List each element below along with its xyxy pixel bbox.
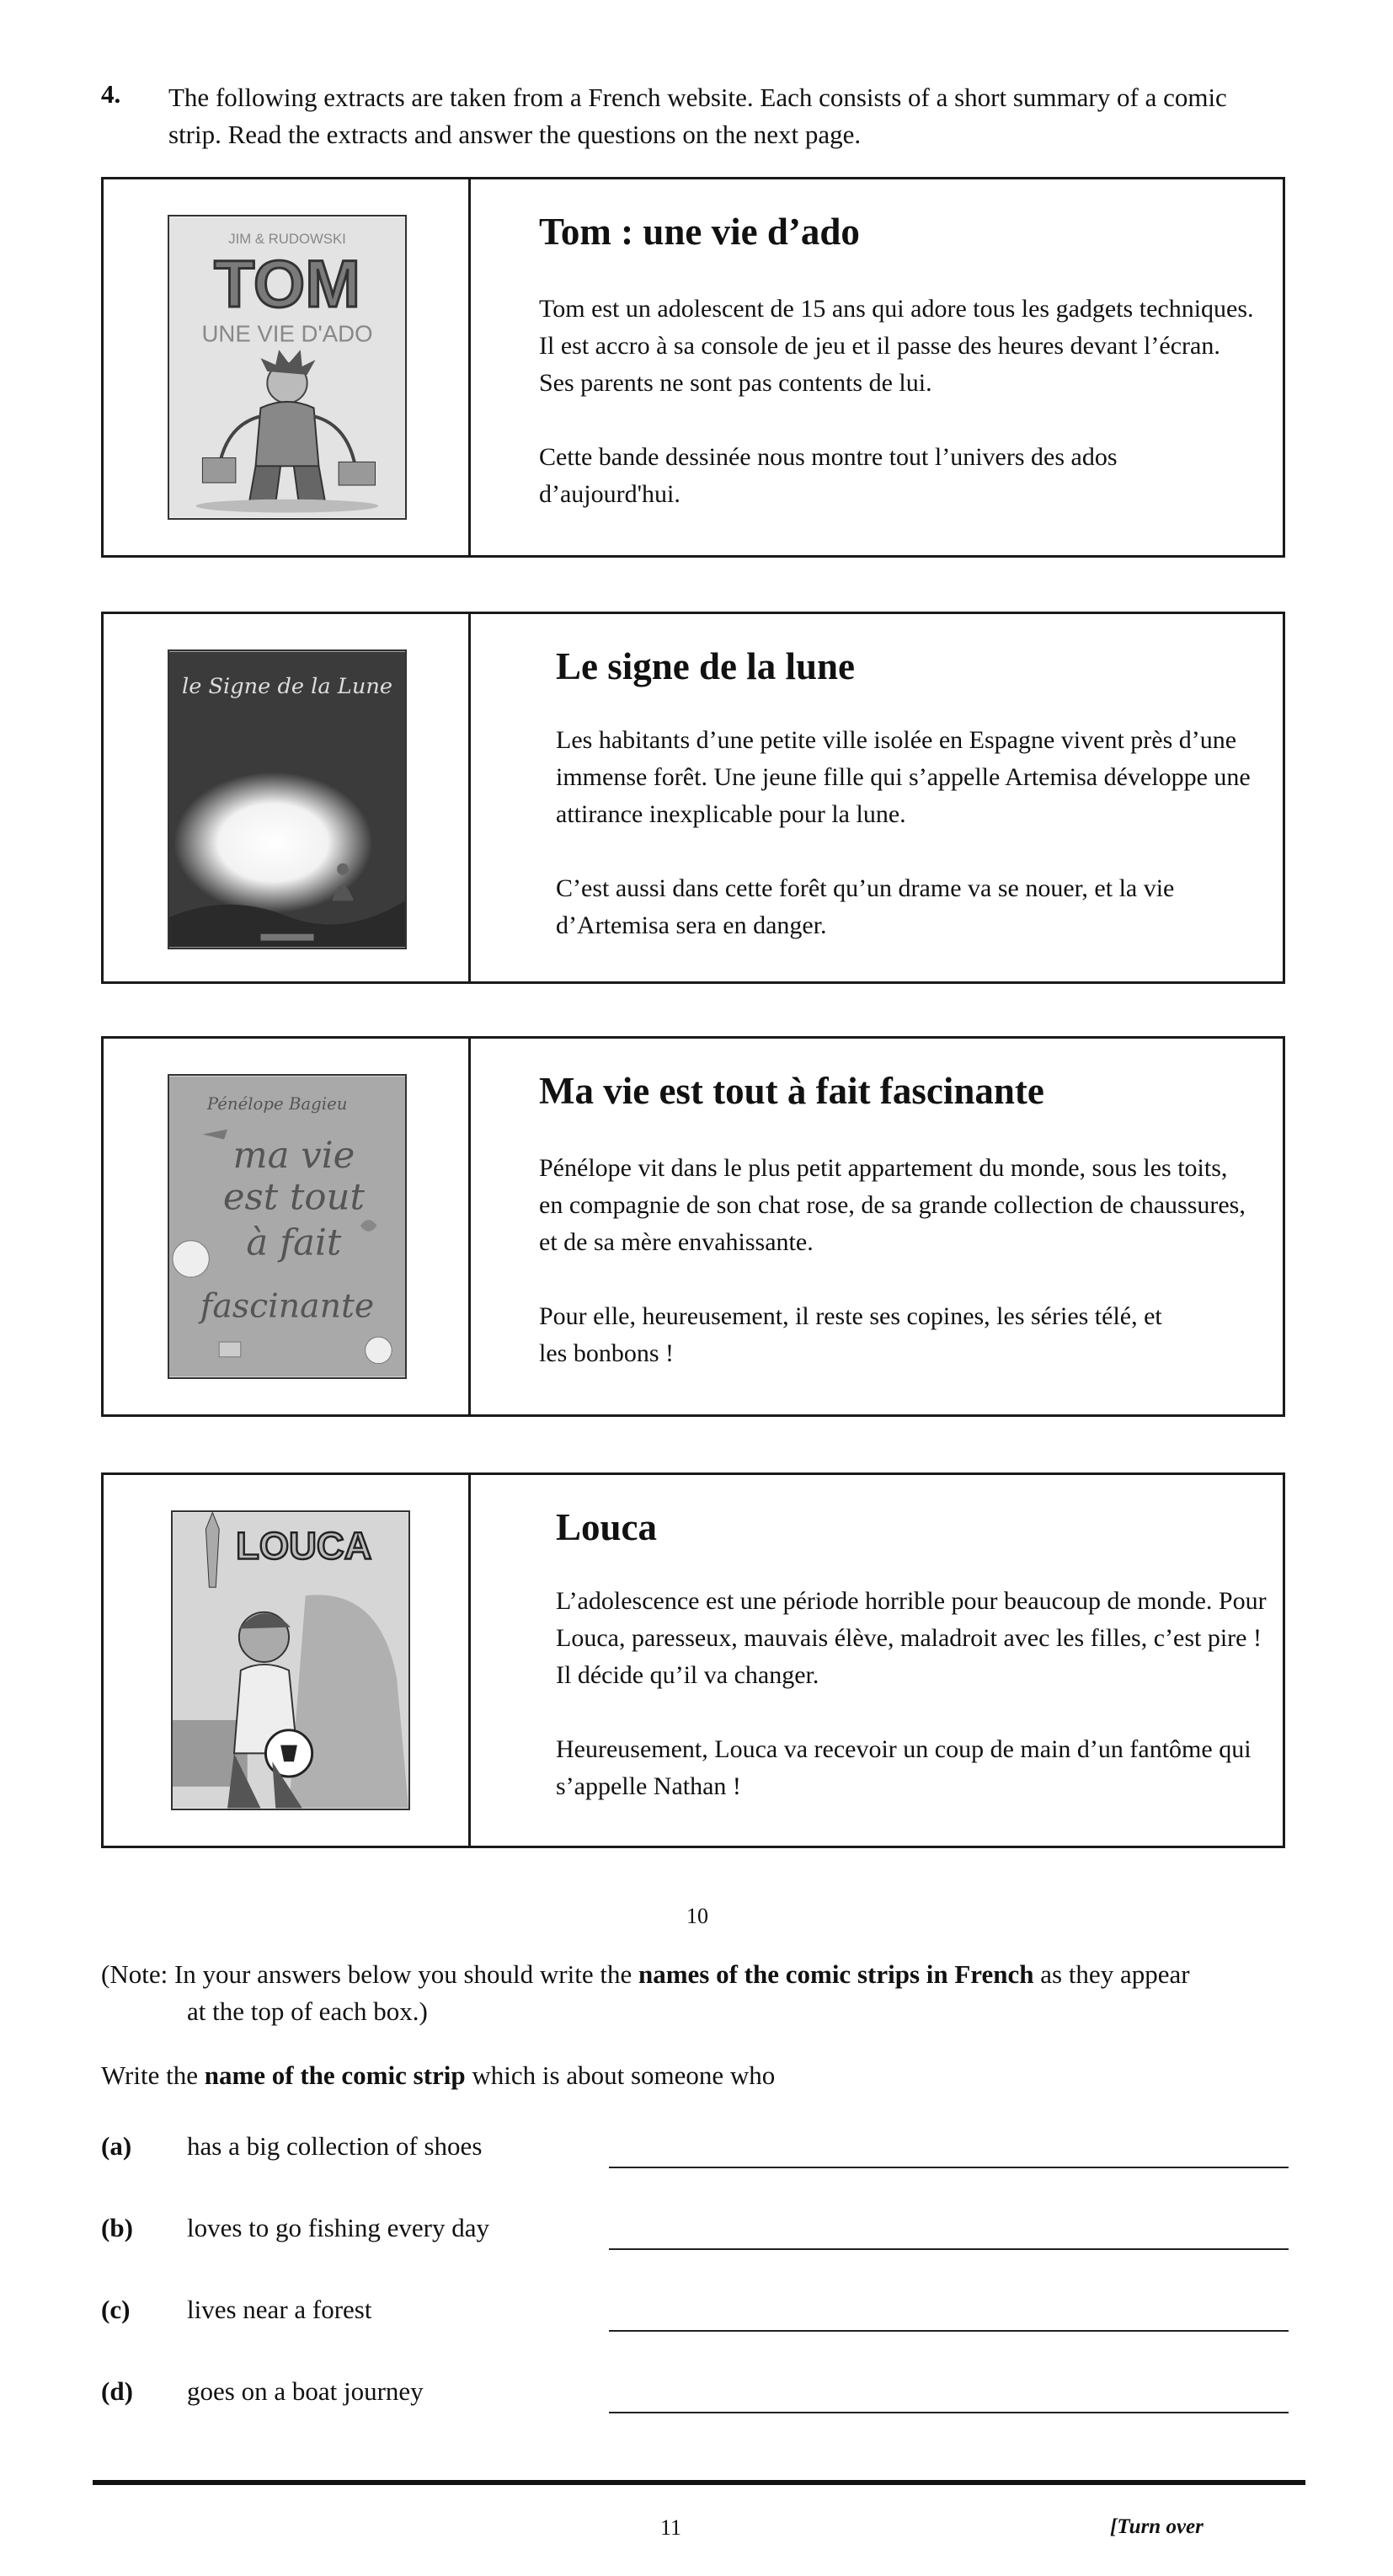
extract-paragraph: Heureusement, Louca va recevoir un coup de main d’un fantôme qui s’appelle Nathan ! — [556, 1735, 1252, 1800]
question-intro: The following extracts are taken from a French website. Each consists of a short summary of a comic strip. Read the extracts and answer the questions on the next page. — [168, 83, 1227, 149]
box-divider — [468, 1039, 471, 1414]
cover-image-lune — [168, 649, 407, 949]
prompt-after: which is about someone who — [465, 2060, 776, 2090]
cover-title-line: est tout — [222, 1176, 365, 1219]
question-text: goes on a boat journey — [187, 2376, 424, 2406]
extract-paragraph: L’adolescence est une période horrible pour beaucoup de monde. Pour Louca, paresseux, mauvais élève, maladroit avec les filles, c’est pire ! Il décide qu’il va changer. — [556, 1587, 1267, 1689]
note-suffix: as they appear — [1033, 1959, 1190, 1989]
cover-title-louca: LOUCA — [236, 1524, 372, 1568]
extract-title: Tom : une vie d’ado — [539, 211, 860, 253]
lune-cover-illustration — [169, 651, 405, 948]
louca-cover-illustration — [173, 1512, 408, 1809]
extract-box-fascinante — [101, 1036, 1285, 1417]
question-row-b — [101, 2213, 1289, 2250]
prompt-before: Write the — [101, 2060, 205, 2090]
answer-line-a[interactable] — [609, 2167, 1289, 2168]
page-number-top: 10 — [686, 1904, 708, 1928]
note-line2: at the top of each box.) — [187, 1996, 428, 2026]
question-text: has a big collection of shoes — [187, 2131, 483, 2161]
page-number-bottom: 11 — [660, 2515, 682, 2540]
extract-title: Le signe de la lune — [556, 645, 856, 687]
extract-paragraph: Tom est un adolescent de 15 ans qui adore tous les gadgets techniques. Il est accro à sa console de jeu et il passe des heures devant l’écran. Ses parents ne sont pas contents de lui. — [539, 295, 1254, 397]
answer-line-c[interactable] — [609, 2330, 1289, 2332]
question-label: (c) — [101, 2295, 131, 2324]
cover-title-line: à fait — [246, 1221, 342, 1264]
question-text: loves to go fishing every day — [187, 2213, 490, 2242]
extract-paragraph: Cette bande dessinée nous montre tout l’univers des ados d’aujourd'hui. — [539, 443, 1118, 508]
extract-box-louca — [101, 1472, 1285, 1848]
box-divider — [468, 614, 471, 981]
cover-image-fascinante — [168, 1074, 407, 1379]
answer-note — [101, 1956, 1297, 2030]
turn-over-label: [Turn over — [1110, 2515, 1204, 2538]
cover-title-line: fascinante — [200, 1286, 375, 1326]
extract-paragraph: C’est aussi dans cette forêt qu’un drame va se nouer, et la vie d’Artemisa sera en danger. — [556, 874, 1175, 939]
extract-paragraph: Les habitants d’une petite ville isolée en Espagne vivent près d’une immense forêt. Une jeune fille qui s’appelle Artemisa développe une attirance inexplicable pour la lune. — [556, 726, 1251, 828]
question-label: (b) — [101, 2213, 133, 2242]
footer-rule — [93, 2480, 1305, 2485]
question-row-d — [101, 2376, 1289, 2413]
extract-box-lune — [101, 612, 1285, 984]
fascinante-cover-illustration — [169, 1076, 405, 1377]
cover-title-line: ma vie — [232, 1135, 355, 1177]
cover-subtitle: UNE VIE D'ADO — [201, 320, 373, 347]
extract-title: Louca — [556, 1506, 658, 1548]
question-row-c — [101, 2295, 1289, 2332]
answer-line-b[interactable] — [609, 2248, 1289, 2250]
note-prefix: (Note: In your answers below you should write the — [101, 1959, 638, 1989]
extract-paragraph: Pour elle, heureusement, il reste ses copines, les séries télé, et les bonbons ! — [539, 1302, 1162, 1367]
cover-title-tom: TOM — [214, 247, 360, 322]
question-number: 4. — [101, 79, 121, 109]
cover-author: Pénélope Bagieu — [206, 1093, 348, 1114]
question-label: (d) — [101, 2376, 133, 2406]
extract-paragraph: Pénélope vit dans le plus petit appartement du monde, sous les toits, en compagnie de son chat rose, de sa grande collection de chaussures, et de sa mère envahissante. — [539, 1154, 1246, 1256]
cover-title-lune: le Signe de la Lune — [182, 673, 392, 699]
question-row-a — [101, 2131, 1289, 2168]
tom-cover-illustration — [169, 216, 405, 518]
cover-image-louca — [171, 1510, 410, 1810]
cover-authors: JIM & RUDOWSKI — [228, 231, 346, 248]
prompt-bold: name of the comic strip — [204, 2060, 466, 2090]
note-bold: names of the comic strips in French — [638, 1959, 1034, 1989]
answer-line-d[interactable] — [609, 2412, 1289, 2413]
box-divider — [468, 1475, 471, 1846]
cover-image-tom — [168, 215, 407, 520]
extract-box-tom — [101, 177, 1285, 558]
extract-title: Ma vie est tout à fait fascinante — [539, 1070, 1044, 1112]
question-label: (a) — [101, 2131, 132, 2161]
question-text: lives near a forest — [187, 2295, 372, 2324]
question-prompt — [101, 2060, 775, 2091]
box-divider — [468, 179, 471, 555]
